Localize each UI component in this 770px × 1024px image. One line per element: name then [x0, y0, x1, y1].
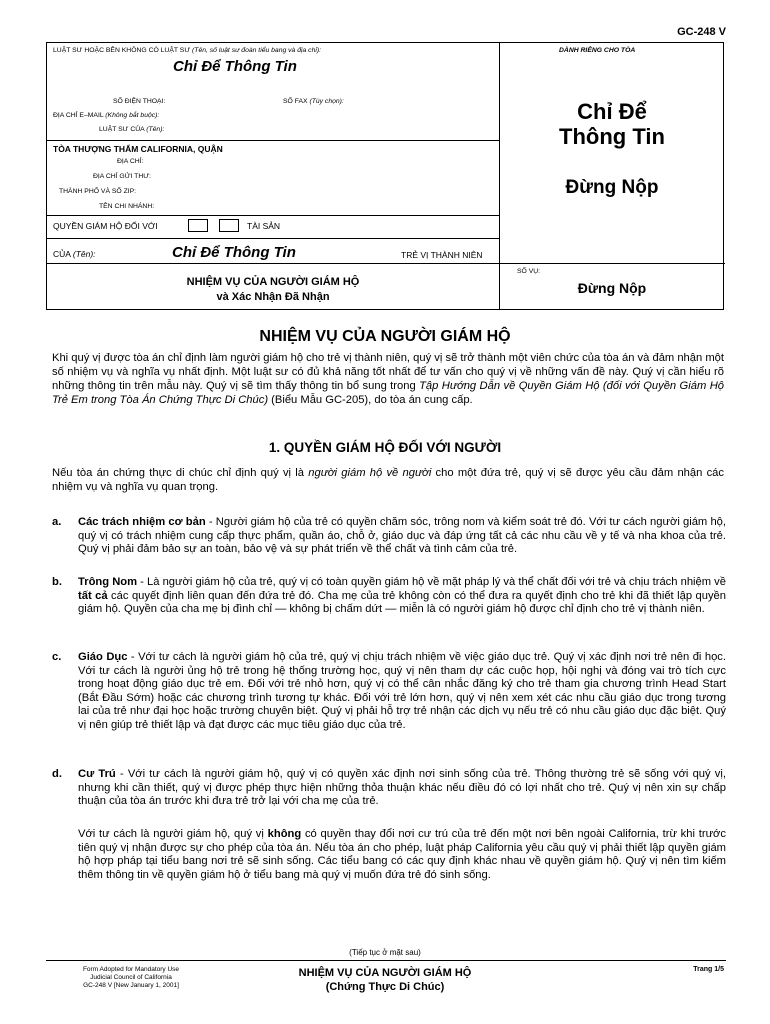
fax-label: SỐ FAX (Tùy chọn): [283, 98, 344, 105]
continued-note: (Tiếp tục ở mặt sau) [349, 948, 421, 957]
item-d-extra: Với tư cách là người giám hộ, quý vị không có quyền thay đổi nơi cư trú của trẻ đến một nơi bên ngoài California, trừ khi trước tiên quý vị nhận được sự cho phép của tòa án. Nếu tòa án cho phép, luật pháp California yêu cầu quý vị phải thiết lập quyền giám hộ hợp pháp tại tiểu bang nơi trẻ sẽ sinh sống. Các tiểu bang có các quy định khác nhau về quyền giám hộ. Quý vị nên tìm kiếm thêm thông tin về quyền giám hộ ở tiểu bang mà quý vị muốn đứa trẻ đó sinh sống. [78, 828, 726, 881]
attorney-label: LUẬT SƯ HOẶC BÊN KHÔNG CÓ LUẬT SƯ (Tên, số luật sư đoàn tiểu bang và địa chỉ): [53, 47, 322, 54]
section1-title: 1. QUYỀN GIÁM HỘ ĐỐI VỚI NGƯỜI [268, 440, 502, 455]
minor-label: TRẺ VỊ THÀNH NIÊN [401, 250, 483, 260]
court-label: TÒA THƯỢNG THẨM CALIFORNIA, QUẬN [53, 144, 223, 154]
guardianship-label: QUYỀN GIÁM HỘ ĐỐI VỚI [53, 221, 158, 231]
form-id: GC-248 V [677, 26, 726, 38]
footer-adopted: Form Adopted for Mandatory Use Judicial Council of California GC-248 V [New January 1, 2001] [82, 966, 180, 989]
court-use-line3: Đừng Nộp [565, 177, 659, 198]
court-use-line1: Chỉ Để [577, 99, 647, 124]
mailing-label: ĐỊA CHỈ GỬI THƯ: [93, 173, 151, 180]
branch-label: TÊN CHI NHÁNH: [99, 203, 155, 210]
email-label: ĐỊA CHỈ E–MAIL (Không bắt buộc): [53, 112, 160, 119]
city-label: THÀNH PHỐ VÀ SỐ ZIP: [59, 188, 137, 195]
of-fill: Chỉ Để Thông Tin [172, 244, 296, 261]
of-label: CỦA (Tên): [53, 249, 96, 259]
section1-intro: Nếu tòa án chứng thực di chúc chỉ định quý vị là người giám hộ về người cho một đứa trẻ, quý vị sẽ được yêu cầu đảm nhận các nhiệm vụ và nghĩa vụ quan trọng. [52, 467, 724, 493]
footer-title: NHIỆM VỤ CỦA NGƯỜI GIÁM HỘ (Chứng Thực Di Chúc) [298, 967, 472, 993]
court-use-line2: Thông Tin [559, 124, 665, 149]
item-d: d. Cư Trú - Với tư cách là người giám hộ, quý vị có quyền xác định nơi sinh sống của trẻ. Thông thường trẻ sẽ sống với quý vị, nhưng khi cần thiết, quý vị được phép thực hiện những thỏa thuận khác nếu điều đó có lợi nhất cho trẻ. Quý vị nên xin sự chấp thuận của tòa án trước khi đưa trẻ trở lại với cha mẹ của trẻ. [52, 768, 726, 808]
case-number-fill: Đừng Nộp [577, 280, 647, 296]
estate-label: TÀI SẢN [247, 221, 281, 231]
item-b: b. Trông Nom - Là người giám hộ của trẻ, quý vị có toàn quyền giám hộ về mặt pháp lý và thể chất đối với trẻ và chịu trách nhiệm về tất cả các quyết định liên quan đến đứa trẻ đó. Cha mẹ của trẻ không còn có thể đưa ra quyết định cho trẻ khi đã thiết lập quyền giám hộ. Quyền của cha mẹ bị đình chỉ — không bị chấm dứt — miễn là có người giám hộ được chỉ định cho trẻ vị thành niên. [52, 576, 727, 616]
item-a: a. Các trách nhiệm cơ bản - Người giám hộ của trẻ có quyền chăm sóc, trông nom và kiểm soát trẻ đó. Với tư cách người giám hộ, quý vị có trách nhiệm cung cấp thực phẩm, quần áo, chỗ ở, giáo dục và đáp ứng tất cả các nhu cầu về y tế và nha khoa của trẻ. Quý vị phải đảm bảo sự an toàn, bảo vệ và sự phát triển về thể chất và tình cảm của trẻ. [52, 516, 727, 556]
page-number: Trang 1/5 [693, 966, 724, 973]
intro-paragraph: Khi quý vị được tòa án chỉ định làm người giám hộ cho trẻ vị thành niên, quý vị sẽ trở thành một viên chức của tòa án và đảm nhận một số nhiệm vụ và nghĩa vụ nhất định. Một luật sư có đủ khả năng tốt nhất để tư vấn cho quý vị về những vấn đề này. Quý vị cần hiểu rõ những thông tin trên mẫu này. Quý vị sẽ tìm thấy thông tin bổ sung trong Tập Hướng Dẫn về Quyền Giám Hộ (đối với Quyền Giám Hộ Trẻ Em trong Tòa Án Chứng Thực Di Chúc) (Biểu Mẫu GC-205), do tòa án cung cấp. [52, 352, 724, 406]
phone-label: SỐ ĐIỆN THOẠI: [113, 98, 166, 105]
attorney-fill: Chỉ Để Thông Tin [173, 58, 297, 75]
court-use-label: DÀNH RIÊNG CHO TÒA [559, 47, 636, 54]
main-title: NHIỆM VỤ CỦA NGƯỜI GIÁM HỘ [259, 328, 511, 345]
document-title: NHIỆM VỤ CỦA NGƯỜI GIÁM HỘ và Xác Nhận Đã Nhận [186, 276, 360, 303]
street-label: ĐỊA CHỈ: [117, 158, 144, 165]
attorney-for-label: LUẬT SƯ CỦA (Tên): [99, 126, 165, 133]
person-checkbox[interactable] [188, 219, 208, 232]
caption-box [46, 42, 724, 310]
case-number-label: SỐ VỤ: [517, 268, 541, 275]
item-c: c. Giáo Dục - Với tư cách là người giám hộ của trẻ, quý vị chịu trách nhiệm về việc giáo dục trẻ. Quý vị xác định nơi trẻ nên đi học. Với tư cách là người ủng hộ trẻ trong hệ thống trường học, quý vị nên tham dự các cuộc họp, hội nghị và đóng vai trò tích cực trong hoạt động giáo dục trẻ em. Đối với trẻ nhỏ hơn, quý vị có thể cân nhắc đăng ký cho trẻ tham gia chương trình Head Start (Bắt Đầu Sớm) hoặc các chương trình tương tự khác. Đối với trẻ lớn hơn, quý vị nên xem xét các nhu cầu giáo dục trong tương lai của trẻ như đại học hoặc trường chuyên biệt. Quý vị phải hỗ trợ trẻ nhận các dịch vụ nếu trẻ có nhu cầu giáo dục đặc biệt. Quý vị nên giúp trẻ thiết lập và đạt được các mục tiêu giáo dục của trẻ. [52, 651, 727, 731]
estate-checkbox[interactable] [219, 219, 239, 232]
